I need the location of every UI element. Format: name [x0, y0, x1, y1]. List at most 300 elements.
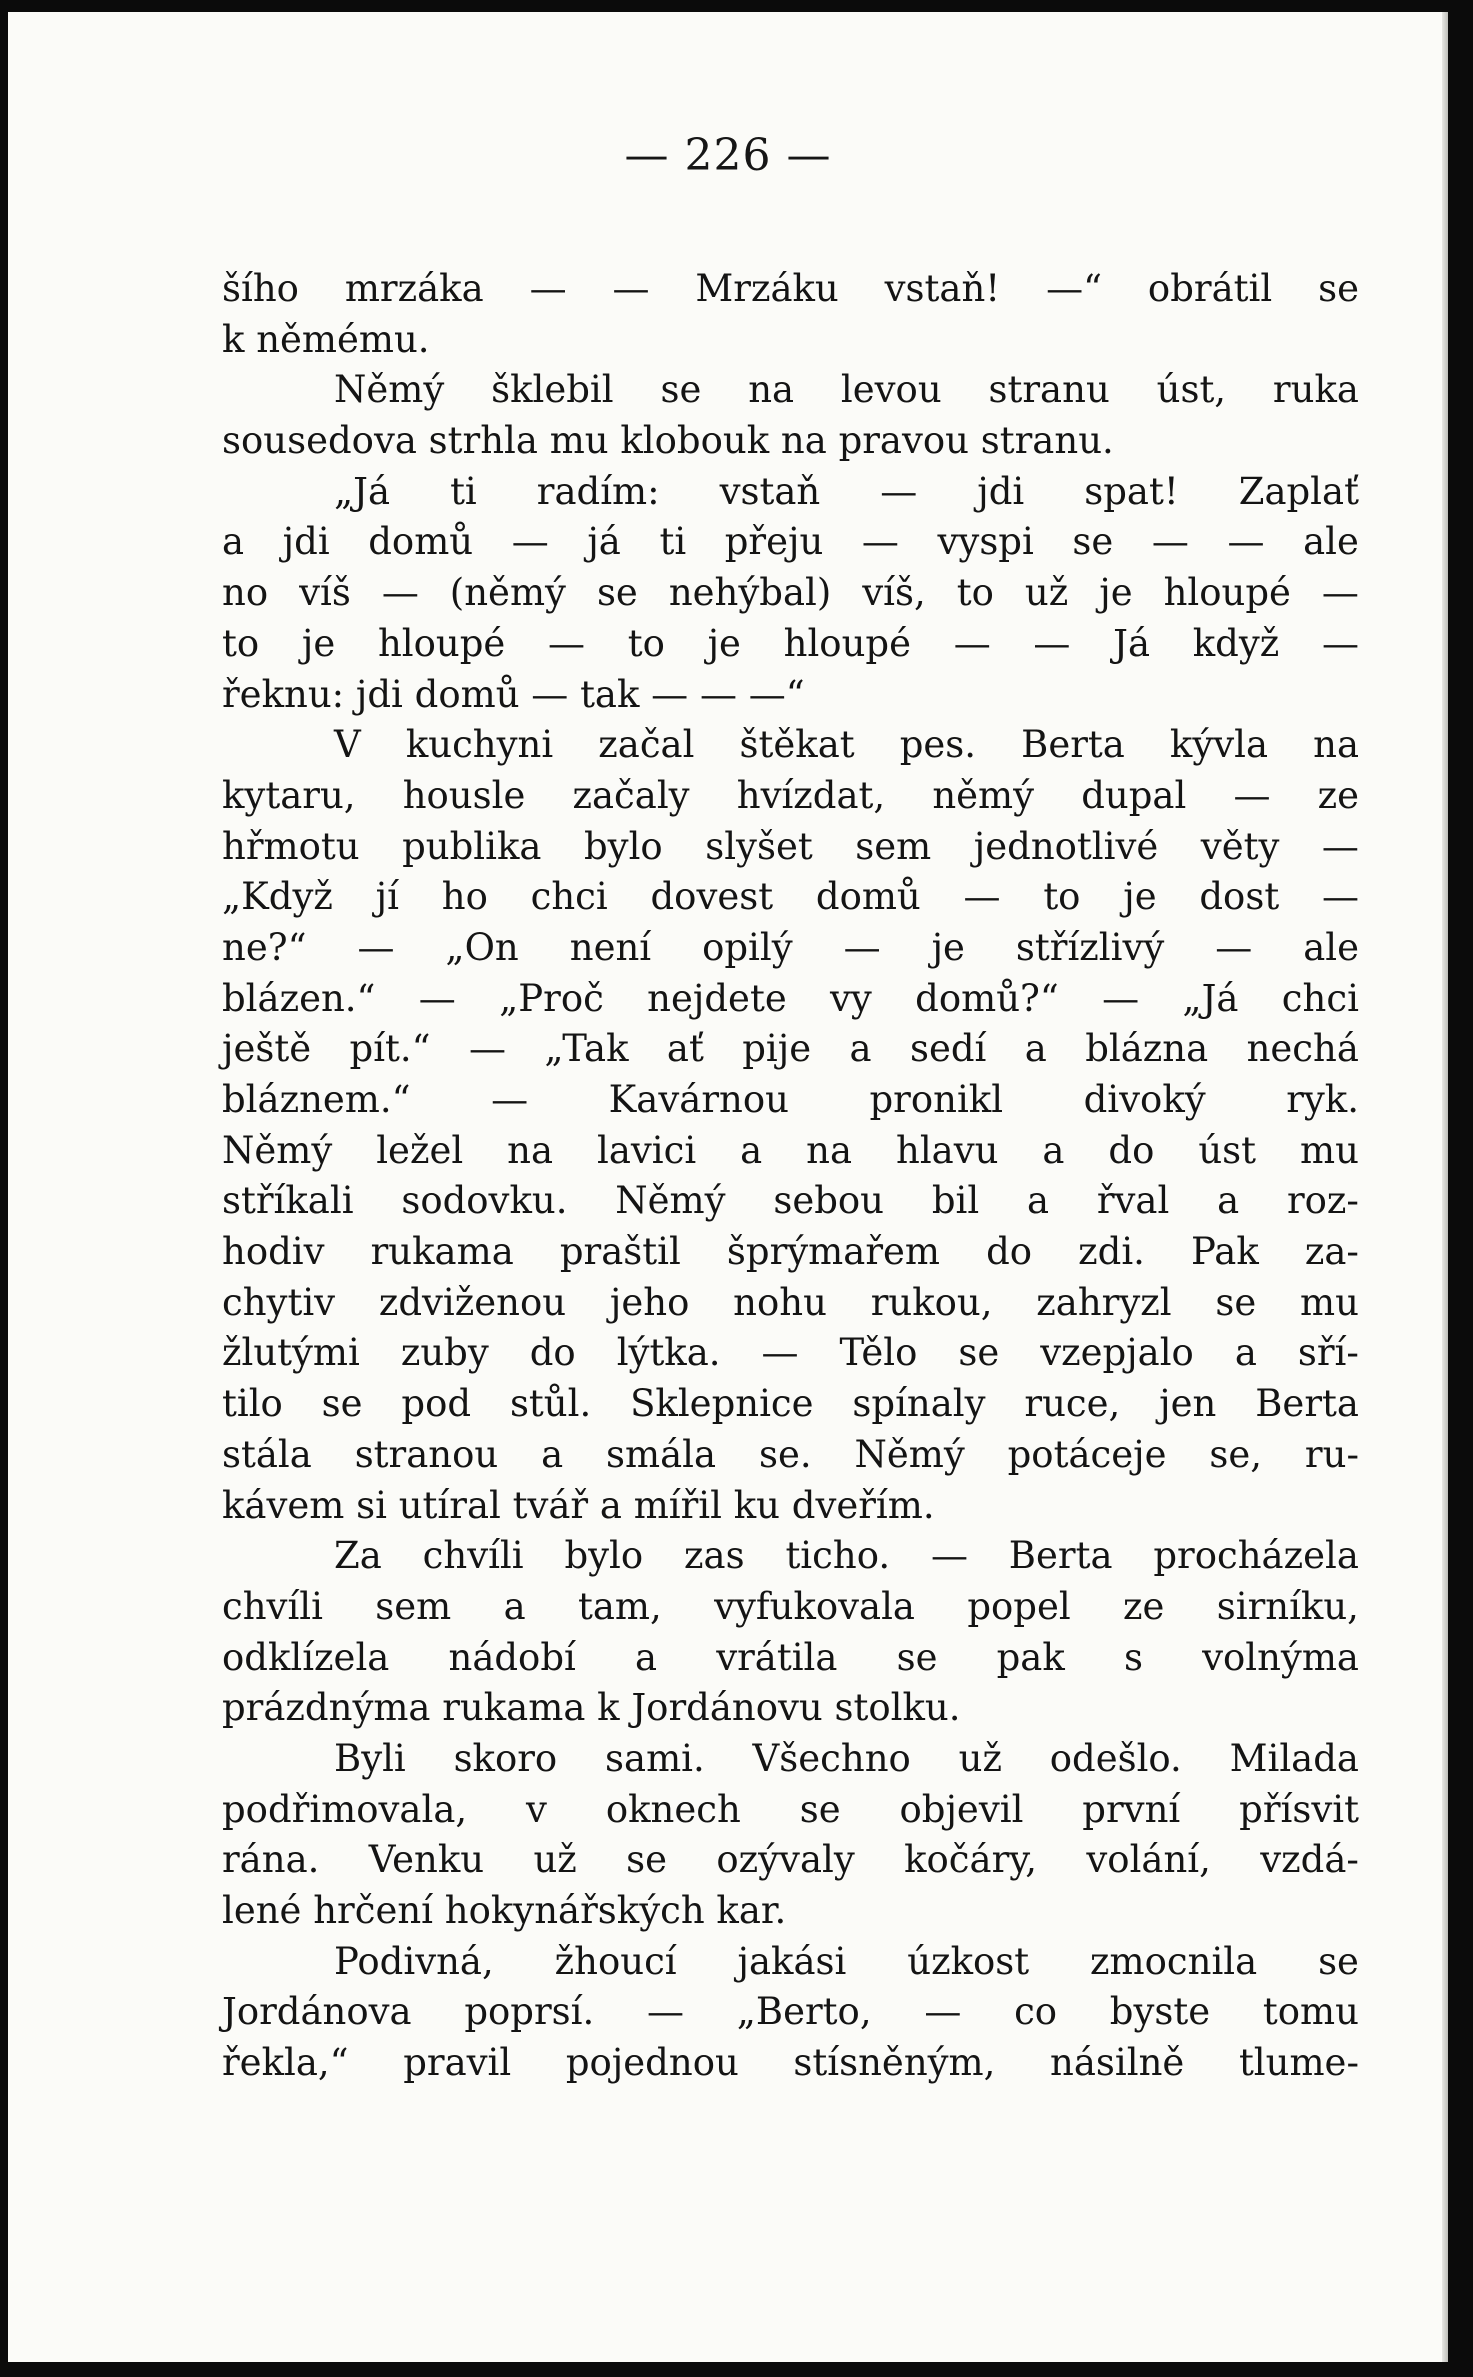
word: — [963, 875, 1001, 919]
word: Němý [615, 1179, 726, 1223]
word: ale [1303, 925, 1359, 969]
word: procházela [1153, 1534, 1359, 1578]
word: pes. [899, 723, 977, 767]
word: vrátila [716, 1635, 838, 1679]
word: — [953, 621, 991, 665]
word: se [1318, 1939, 1359, 1983]
word: sem [855, 824, 932, 868]
word: ještě [222, 1027, 312, 1071]
word: tak [580, 672, 652, 716]
word: šklebil [491, 368, 614, 412]
word: mu [1300, 1280, 1359, 1324]
word: chytiv [222, 1280, 336, 1324]
word: řval [1096, 1179, 1170, 1223]
text-line [222, 872, 1359, 923]
word: — [381, 571, 419, 615]
word: „Já [1182, 976, 1239, 1020]
word: ze [1317, 773, 1359, 817]
word: se [799, 1787, 841, 1831]
word: — [531, 672, 581, 716]
word: vyspi [937, 520, 1034, 564]
word: kuchyni [405, 723, 554, 767]
word: řekla,“ [222, 2041, 349, 2085]
word: šprýmařem [726, 1230, 940, 1274]
word: hokynářských [444, 1889, 717, 1932]
word: zmocnila [1090, 1939, 1258, 1983]
word: Jordánova [222, 1990, 412, 2034]
word: jí [375, 875, 399, 919]
word: s [1123, 1635, 1143, 1679]
word: divoký [1083, 1078, 1206, 1121]
word: „On [445, 925, 519, 969]
word: opilý [702, 925, 793, 969]
word: ozývaly [716, 1838, 855, 1882]
word: — [1233, 773, 1271, 817]
word: a [740, 1128, 763, 1172]
text-line [222, 1633, 1359, 1684]
word: spat! [1084, 469, 1179, 513]
word: ru- [1304, 1432, 1359, 1476]
word: (němý [449, 571, 566, 615]
word: dveřím. [791, 1483, 935, 1527]
word: — [1033, 621, 1071, 665]
word: „Já [334, 469, 391, 513]
text-line [222, 619, 1359, 670]
word: je [931, 925, 965, 969]
word: vy [830, 976, 872, 1020]
word: stranou [354, 1432, 499, 1476]
word: lené [222, 1889, 314, 1932]
word: vstaň [719, 469, 821, 513]
word: housle [402, 773, 526, 817]
word: publika [402, 824, 542, 868]
word: se. [758, 1432, 812, 1476]
word: sousedova [222, 419, 429, 463]
word: a [222, 520, 245, 564]
word: — [647, 1990, 684, 2034]
word: — [1321, 621, 1359, 665]
word: domů [368, 520, 474, 564]
word: se [958, 1331, 1000, 1375]
word: stříkali [222, 1179, 354, 1223]
word: — [930, 1534, 968, 1578]
word: hvízdat, [736, 773, 886, 817]
word: za- [1304, 1230, 1359, 1274]
word: a [1042, 1128, 1065, 1172]
word: volání, [1086, 1838, 1211, 1882]
word: blázna [1085, 1027, 1209, 1071]
word: a [1234, 1331, 1257, 1375]
word: „Tak [544, 1027, 629, 1071]
word: Tělo [839, 1331, 918, 1375]
word: jakási [737, 1939, 847, 1983]
word: Sklepnice [630, 1382, 814, 1426]
word: sedí [909, 1027, 987, 1071]
word: stůl. [509, 1382, 592, 1426]
word: není [569, 925, 652, 969]
word: první [1082, 1787, 1181, 1831]
word: ti [450, 469, 477, 513]
word: štěkat [739, 723, 855, 767]
word: Byli [334, 1736, 406, 1780]
word: do [986, 1230, 1033, 1274]
word: mu [1299, 1128, 1359, 1172]
word: podřimovala, [222, 1787, 468, 1831]
word: se [1318, 267, 1359, 310]
word: nádobí [448, 1635, 576, 1679]
text-line [222, 771, 1359, 822]
word: mířil [633, 1483, 734, 1527]
word: Všechno [752, 1736, 911, 1780]
word: se [896, 1635, 938, 1679]
word: hodiv [222, 1230, 325, 1274]
word: úst, [1156, 368, 1227, 412]
word: dupal [1081, 773, 1187, 817]
word: — [491, 1078, 529, 1121]
word: a [1217, 1179, 1240, 1223]
word: bláznem.“ [222, 1078, 411, 1121]
word: „Když [222, 875, 333, 919]
word: se [1072, 520, 1114, 564]
word: stála [222, 1432, 312, 1476]
text-line [222, 1683, 1359, 1734]
word: pravou [838, 419, 981, 463]
word: nohu [733, 1280, 827, 1324]
word: — [1215, 925, 1253, 969]
word: ku [733, 1483, 792, 1527]
text-line [222, 1126, 1359, 1177]
word: chci [530, 875, 608, 919]
word: a [635, 1635, 658, 1679]
text-line [222, 1075, 1359, 1126]
word: levou [840, 368, 942, 412]
word: no [222, 571, 269, 615]
text-line [222, 517, 1359, 568]
word: už [958, 1736, 1002, 1780]
word: a [1026, 1179, 1050, 1223]
word: kytaru, [222, 773, 356, 817]
word: odklízela [222, 1635, 390, 1679]
word: hrčení [313, 1889, 445, 1932]
word: se [321, 1382, 363, 1426]
word: —“ [748, 672, 805, 716]
word: sirníku, [1216, 1584, 1359, 1628]
word: když [1192, 621, 1280, 665]
word: Zaplať [1238, 469, 1359, 513]
text-line [222, 720, 1359, 771]
word: řeknu: [222, 672, 356, 716]
word: a [503, 1584, 526, 1628]
word: Venku [368, 1838, 485, 1882]
word: mu [549, 419, 621, 463]
word: pak [996, 1635, 1065, 1679]
word: — [468, 1027, 506, 1071]
word: radím: [536, 469, 660, 513]
word: jdi [355, 672, 415, 716]
word: —“ [1046, 267, 1103, 310]
word: střízlivý [1015, 925, 1165, 969]
word: na [806, 1128, 853, 1172]
word: obrátil [1147, 267, 1273, 310]
word: — [861, 520, 899, 564]
word: — [1227, 520, 1265, 564]
word: úzkost [907, 1939, 1030, 1983]
word: — [548, 621, 585, 665]
word: — [511, 520, 549, 564]
word: víš [299, 571, 351, 615]
word: mrzáka [344, 267, 484, 310]
word: je [1123, 875, 1157, 919]
word: rána. [222, 1838, 320, 1882]
text-line [222, 467, 1359, 518]
word: zahryzl [1036, 1280, 1172, 1324]
word: jdi [977, 469, 1025, 513]
word: Kavárnou [608, 1078, 789, 1121]
word: němému. [256, 317, 430, 361]
text-line [222, 416, 1359, 467]
word: pojednou [565, 2041, 739, 2085]
word: pronikl [869, 1078, 1004, 1121]
word: sem [375, 1584, 452, 1628]
word: potáceje [1007, 1432, 1167, 1476]
word: — [1151, 520, 1189, 564]
text-line [222, 1278, 1359, 1329]
word: rukama [370, 1230, 514, 1274]
word: sebou [773, 1179, 885, 1223]
word: se, [1209, 1432, 1263, 1476]
word: ať [666, 1027, 704, 1071]
word: — [357, 925, 395, 969]
word: k [597, 1686, 632, 1730]
word: — [843, 925, 881, 969]
word: hloupé [783, 621, 911, 665]
word: se [596, 571, 638, 615]
word: na [1313, 723, 1359, 767]
word: začal [598, 723, 695, 767]
word: bylo [564, 1534, 644, 1578]
page-number: — 226 — [624, 130, 832, 181]
word: — [651, 672, 700, 716]
word: praštil [559, 1230, 681, 1274]
text-line [222, 264, 1359, 315]
word: stranu. [980, 419, 1114, 463]
text-line [222, 1734, 1359, 1785]
word: se [626, 1838, 668, 1882]
word: ti [659, 520, 687, 564]
word: chci [1281, 976, 1359, 1020]
word: se [1215, 1280, 1257, 1324]
text-line [222, 1531, 1359, 1582]
word: roz- [1286, 1179, 1359, 1223]
text-line [222, 1785, 1359, 1836]
word: žlutými [222, 1331, 360, 1375]
word: lavici [596, 1128, 697, 1172]
word: tomu [1262, 1990, 1359, 2034]
text-line [222, 365, 1359, 416]
word: ryk. [1286, 1078, 1359, 1121]
word: je [301, 621, 336, 665]
word: strhla [428, 419, 550, 463]
word: do [529, 1331, 576, 1375]
word: Podivná, [334, 1939, 494, 1983]
word: Němý [222, 1128, 333, 1172]
text-line [222, 1987, 1359, 2038]
word: hřmotu [222, 824, 360, 868]
word: sří- [1297, 1331, 1359, 1375]
word: dost [1199, 875, 1280, 919]
word: žhoucí [554, 1939, 677, 1983]
word: ruce, [1024, 1382, 1121, 1426]
word: nejdete [647, 976, 787, 1020]
word: chvíli [222, 1584, 323, 1628]
word: tlume- [1238, 2041, 1359, 2085]
word: hloupé [1163, 571, 1291, 615]
text-line [222, 974, 1359, 1025]
word: jednotlivé [973, 824, 1159, 868]
word: to [222, 621, 260, 665]
page-edge [1442, 12, 1448, 2362]
word: přísvit [1239, 1787, 1359, 1831]
word: zuby [400, 1331, 489, 1375]
word: — [1321, 875, 1359, 919]
word: vstaň! [884, 267, 1001, 310]
word: šího [222, 267, 299, 310]
word: věty [1200, 824, 1280, 868]
word: pod [401, 1382, 472, 1426]
word: objevil [899, 1787, 1024, 1831]
word: se [660, 368, 702, 412]
word: V [334, 723, 361, 767]
word: němý [932, 773, 1035, 817]
text-line [222, 568, 1359, 619]
word: spínaly [852, 1382, 986, 1426]
word: prázdnýma [222, 1686, 443, 1730]
word: vzdá- [1260, 1838, 1359, 1882]
text-line [222, 1582, 1359, 1633]
word: násilně [1050, 2041, 1185, 2085]
word: Berta [1255, 1382, 1359, 1426]
word: skoro [453, 1736, 558, 1780]
word: stranu [988, 368, 1110, 412]
word: už [533, 1838, 577, 1882]
text-line [222, 1835, 1359, 1886]
text-line [222, 315, 1359, 366]
word: dovest [650, 875, 774, 919]
word: přeju [724, 520, 824, 564]
word: chvíli [422, 1534, 524, 1578]
word: Pak [1191, 1230, 1259, 1274]
word: nechá [1246, 1027, 1359, 1071]
word: smála [606, 1432, 717, 1476]
word: Němý [854, 1432, 965, 1476]
word: — [761, 1331, 799, 1375]
word: ne?“ [222, 925, 307, 969]
text-line [222, 1024, 1359, 1075]
text-line [222, 1379, 1359, 1430]
word: rukama [442, 1686, 598, 1730]
word: ho [441, 875, 488, 919]
word: pije [742, 1027, 812, 1071]
word: — [1321, 824, 1359, 868]
word: — [924, 1990, 962, 2034]
word: kývla [1169, 723, 1269, 767]
word: ale [1303, 520, 1359, 564]
word: — [1102, 976, 1140, 1020]
word: začaly [572, 773, 690, 817]
word: — [699, 672, 749, 716]
word: „Berto, [736, 1990, 872, 2034]
word: co [1014, 1990, 1058, 2034]
word: já [587, 520, 621, 564]
word: pít.“ [349, 1027, 431, 1071]
word: v [526, 1787, 547, 1831]
text-line [222, 670, 1359, 721]
word: slyšet [705, 824, 813, 868]
text-line [222, 1430, 1359, 1481]
word: — [612, 267, 650, 310]
word: ruka [1272, 368, 1359, 412]
word: si [356, 1483, 399, 1527]
word: zas [684, 1534, 745, 1578]
word: jdi [282, 520, 330, 564]
word: Berta [1008, 1534, 1113, 1578]
word: kar. [716, 1889, 787, 1932]
word: sodovku. [401, 1179, 568, 1223]
word: tvář [512, 1483, 600, 1527]
word: oknech [605, 1787, 741, 1831]
word: to [1043, 875, 1081, 919]
text-line [222, 2038, 1359, 2089]
word: rukou, [870, 1280, 993, 1324]
word: a [599, 1483, 634, 1527]
word: Němý [334, 368, 445, 412]
word: domů [414, 672, 532, 716]
word: domů [815, 875, 921, 919]
word: Milada [1229, 1736, 1359, 1780]
word: do [1108, 1128, 1155, 1172]
word: lýtka. [616, 1331, 721, 1375]
word: a [541, 1432, 564, 1476]
word: odešlo. [1049, 1736, 1182, 1780]
word: úst [1198, 1128, 1257, 1172]
text-line [222, 822, 1359, 873]
word: stísněným, [793, 2041, 996, 2085]
word: tam, [578, 1584, 662, 1628]
word: popel [967, 1584, 1071, 1628]
word: pravil [403, 2041, 512, 2085]
word: je [1099, 571, 1133, 615]
text-line [222, 1227, 1359, 1278]
word: poprsí. [464, 1990, 595, 2034]
word: volnýma [1202, 1635, 1359, 1679]
word: bylo [584, 824, 663, 868]
word: jeho [609, 1280, 690, 1324]
word: a [849, 1027, 872, 1071]
word: kávem [222, 1483, 357, 1527]
word: jen [1159, 1382, 1217, 1426]
word: a [1024, 1027, 1047, 1071]
word: sami. [605, 1736, 705, 1780]
word: — [529, 267, 567, 310]
word: Jordánovu [631, 1686, 835, 1730]
word: víš, [862, 571, 926, 615]
book-page [8, 12, 1448, 2362]
text-line [222, 1481, 1359, 1532]
word: Já [1113, 621, 1151, 665]
word: to [627, 621, 665, 665]
word: — [1321, 571, 1359, 615]
word: k [222, 317, 257, 361]
